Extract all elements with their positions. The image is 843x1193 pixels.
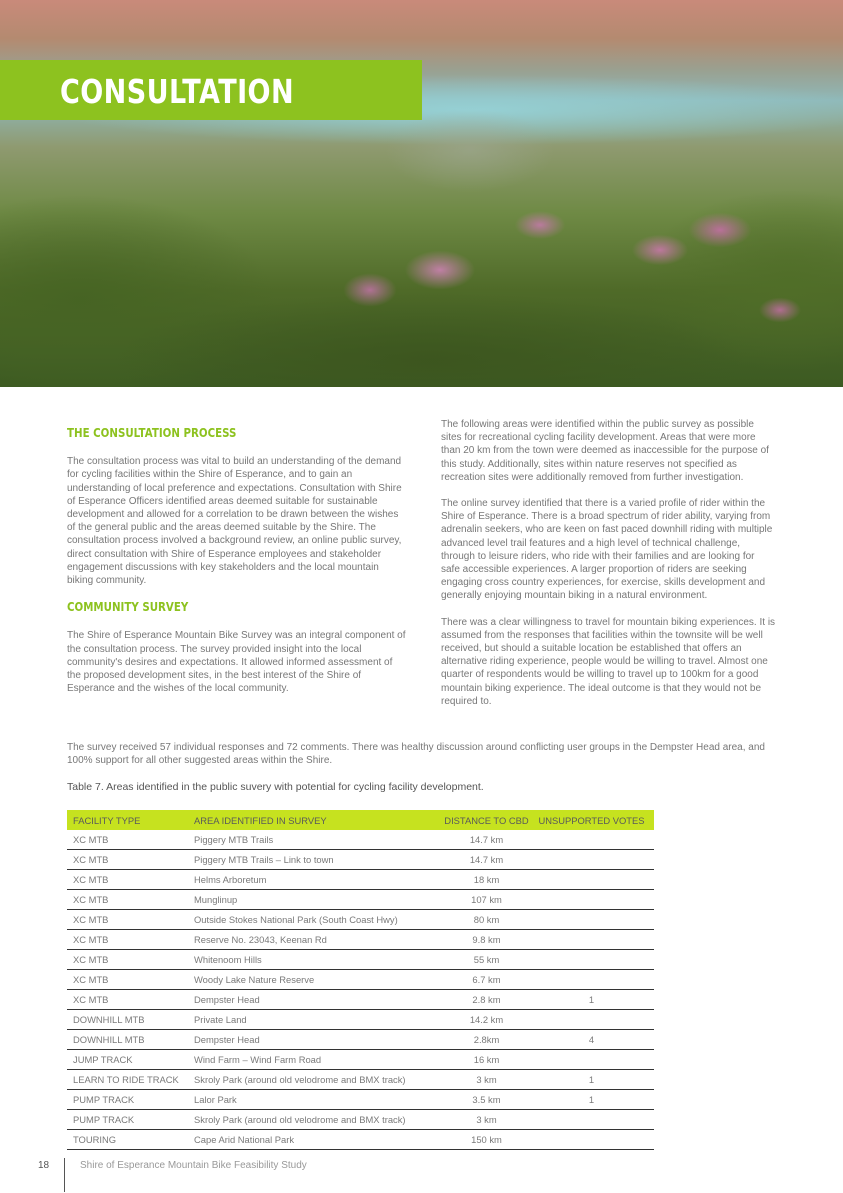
cell-facility-type: XC MTB [67, 910, 188, 930]
cell-votes [529, 950, 654, 970]
footer-divider [64, 1158, 65, 1192]
paragraph-rider-profile: The online survey identified that there is a varied profile of rider within the Shire of Esperance. There is a broad spectrum of rider ability, varying from adrenalin seekers, who are keen on fast paced downhill riding with multiple advanced level trail features and a high level of technical challenge, through to leisure riders, who ride with their families and are looking for safe accessible experiences. A larger proportion of riders are seeking engaging cross country experiences, for exercise, skills development and generally enjoying mountain biking in a natural environment. [441, 498, 773, 602]
table-row [67, 990, 654, 1010]
cell-area: Skroly Park (around old velodrome and BMX track) [188, 1070, 444, 1090]
header-area: AREA IDENTIFIED IN SURVEY [188, 810, 444, 830]
cell-area: Dempster Head [188, 990, 444, 1010]
cell-facility-type: XC MTB [67, 890, 188, 910]
cell-facility-type: TOURING [67, 1130, 188, 1150]
cell-facility-type: DOWNHILL MTB [67, 1030, 188, 1050]
cell-facility-type: XC MTB [67, 830, 188, 850]
cell-area: Wind Farm – Wind Farm Road [188, 1050, 444, 1070]
table-row [67, 950, 654, 970]
table-row [67, 850, 654, 870]
cell-facility-type: LEARN TO RIDE TRACK [67, 1070, 188, 1090]
cell-distance: 18 km [444, 870, 529, 890]
cell-facility-type: PUMP TRACK [67, 1090, 188, 1110]
table-row [67, 1130, 654, 1150]
cell-distance: 6.7 km [444, 970, 529, 990]
cell-area: Private Land [188, 1010, 444, 1030]
cell-area: Outside Stokes National Park (South Coast Hwy) [188, 910, 444, 930]
cell-area: Reserve No. 23043, Keenan Rd [188, 930, 444, 950]
cell-votes [529, 930, 654, 950]
paragraph-willingness-to-travel: There was a clear willingness to travel for mountain biking experiences. It is assumed from the responses that facilities within the townsite will be well received, but should a suitable location be established that offers an alternative riding experience, people would be willing to travel. Almost one quarter of respondents would be willing to travel up to 100km for a good mountain biking experience. The ideal outcome is that they would not be required to. [441, 616, 776, 707]
table-row [67, 890, 654, 910]
cell-area: Whitenoom Hills [188, 950, 444, 970]
cell-distance: 2.8km [444, 1030, 529, 1050]
table-row [67, 1050, 654, 1070]
table-row [67, 830, 654, 850]
cell-area: Munglinup [188, 890, 444, 910]
cell-distance: 107 km [444, 890, 529, 910]
heading-community-survey: COMMUNITY SURVEY [67, 599, 189, 615]
table-row [67, 930, 654, 950]
table-row [67, 910, 654, 930]
table-row [67, 1030, 654, 1050]
cell-votes [529, 1110, 654, 1130]
table-row [67, 1090, 654, 1110]
heading-consultation-process: THE CONSULTATION PROCESS [67, 425, 237, 440]
cell-distance: 14.7 km [444, 830, 529, 850]
table-header-row [67, 810, 654, 830]
table-caption: Table 7. Areas identified in the public suvery with potential for cycling facility development. [67, 781, 484, 793]
cell-distance: 55 km [444, 950, 529, 970]
paragraph-community-survey: The Shire of Esperance Mountain Bike Survey was an integral component of the consultation process. The survey provided insight into the local community's desires and expectations. It allowed informed assessment of the proposed development sites, in the best interest of the Shire of Esperance and the wishes of the local community. [67, 630, 406, 695]
cell-facility-type: XC MTB [67, 850, 188, 870]
cell-votes [529, 830, 654, 850]
cell-facility-type: XC MTB [67, 870, 188, 890]
cell-area: Helms Arboretum [188, 870, 444, 890]
cell-facility-type: XC MTB [67, 970, 188, 990]
cell-distance: 14.2 km [444, 1010, 529, 1030]
cell-distance: 80 km [444, 910, 529, 930]
paragraph-survey-areas: The following areas were identified within the public survey as possible sites for recreational cycling facility development. Areas that were more than 20 km from the town were deemed as inaccessible for the purpose of this study. Additionally, sites within nature reserves not specified as recreation sites were additionally removed from further investigation. [441, 419, 769, 483]
cell-facility-type: XC MTB [67, 950, 188, 970]
cell-distance: 16 km [444, 1050, 529, 1070]
cell-distance: 3 km [444, 1110, 529, 1130]
cell-votes: 1 [529, 990, 654, 1010]
cell-area: Cape Arid National Park [188, 1130, 444, 1150]
cell-votes [529, 1130, 654, 1150]
header-facility-type: FACILITY TYPE [67, 810, 188, 830]
cell-facility-type: PUMP TRACK [67, 1110, 188, 1130]
cell-area: Dempster Head [188, 1030, 444, 1050]
cell-distance: 150 km [444, 1130, 529, 1150]
table-row [67, 1070, 654, 1090]
cell-votes [529, 910, 654, 930]
table-row [67, 970, 654, 990]
page-number: 18 [38, 1160, 50, 1171]
page-title: CONSULTATION [60, 72, 295, 111]
paragraph-consultation-process: The consultation process was vital to build an understanding of the demand for cycling facilities within the Shire of Esperance, and to gain an understanding of local preference and expectations. Consultation with Shire of Esperance Officers identified areas deemed suitable for sustainable development and allowed for a correlation to be drawn between the wishes of the general public and the areas deemed suitable by the Shire. The consultation process involved a background review, an online public survey, direct consultation with Shire of Esperance employees and stakeholder engagement discussions with key stakeholders and the local mountain biking community. [67, 456, 402, 587]
cell-distance: 3 km [444, 1070, 529, 1090]
right-column [441, 418, 776, 721]
footer-document-title: Shire of Esperance Mountain Bike Feasibility Study [80, 1160, 307, 1171]
paragraph-survey-responses: The survey received 57 individual responses and 72 comments. There was healthy discussion around conflicting user groups in the Dempster Head area, and 100% support for all other suggested areas within the Shire. [67, 742, 765, 767]
cell-distance: 2.8 km [444, 990, 529, 1010]
cell-area: Woody Lake Nature Reserve [188, 970, 444, 990]
cell-distance: 14.7 km [444, 850, 529, 870]
header-votes: UNSUPPORTED VOTES [529, 810, 654, 830]
table-row [67, 1010, 654, 1030]
cell-votes [529, 970, 654, 990]
cell-facility-type: JUMP TRACK [67, 1050, 188, 1070]
cell-votes: 1 [529, 1070, 654, 1090]
cell-votes [529, 870, 654, 890]
cell-votes [529, 1010, 654, 1030]
cell-area: Piggery MTB Trails [188, 830, 444, 850]
cell-votes: 1 [529, 1090, 654, 1110]
header-distance: DISTANCE TO CBD [444, 810, 529, 830]
cell-area: Skroly Park (around old velodrome and BMX track) [188, 1110, 444, 1130]
cell-distance: 9.8 km [444, 930, 529, 950]
cell-area: Piggery MTB Trails – Link to town [188, 850, 444, 870]
cell-distance: 3.5 km [444, 1090, 529, 1110]
cell-votes [529, 1050, 654, 1070]
table-row [67, 1110, 654, 1130]
cell-facility-type: DOWNHILL MTB [67, 1010, 188, 1030]
hero-photo [0, 0, 843, 387]
left-column [67, 426, 407, 708]
cell-votes [529, 850, 654, 870]
table-row [67, 870, 654, 890]
cell-area: Lalor Park [188, 1090, 444, 1110]
cell-facility-type: XC MTB [67, 990, 188, 1010]
cell-votes [529, 890, 654, 910]
facility-table [67, 810, 654, 1150]
cell-votes: 4 [529, 1030, 654, 1050]
cell-facility-type: XC MTB [67, 930, 188, 950]
